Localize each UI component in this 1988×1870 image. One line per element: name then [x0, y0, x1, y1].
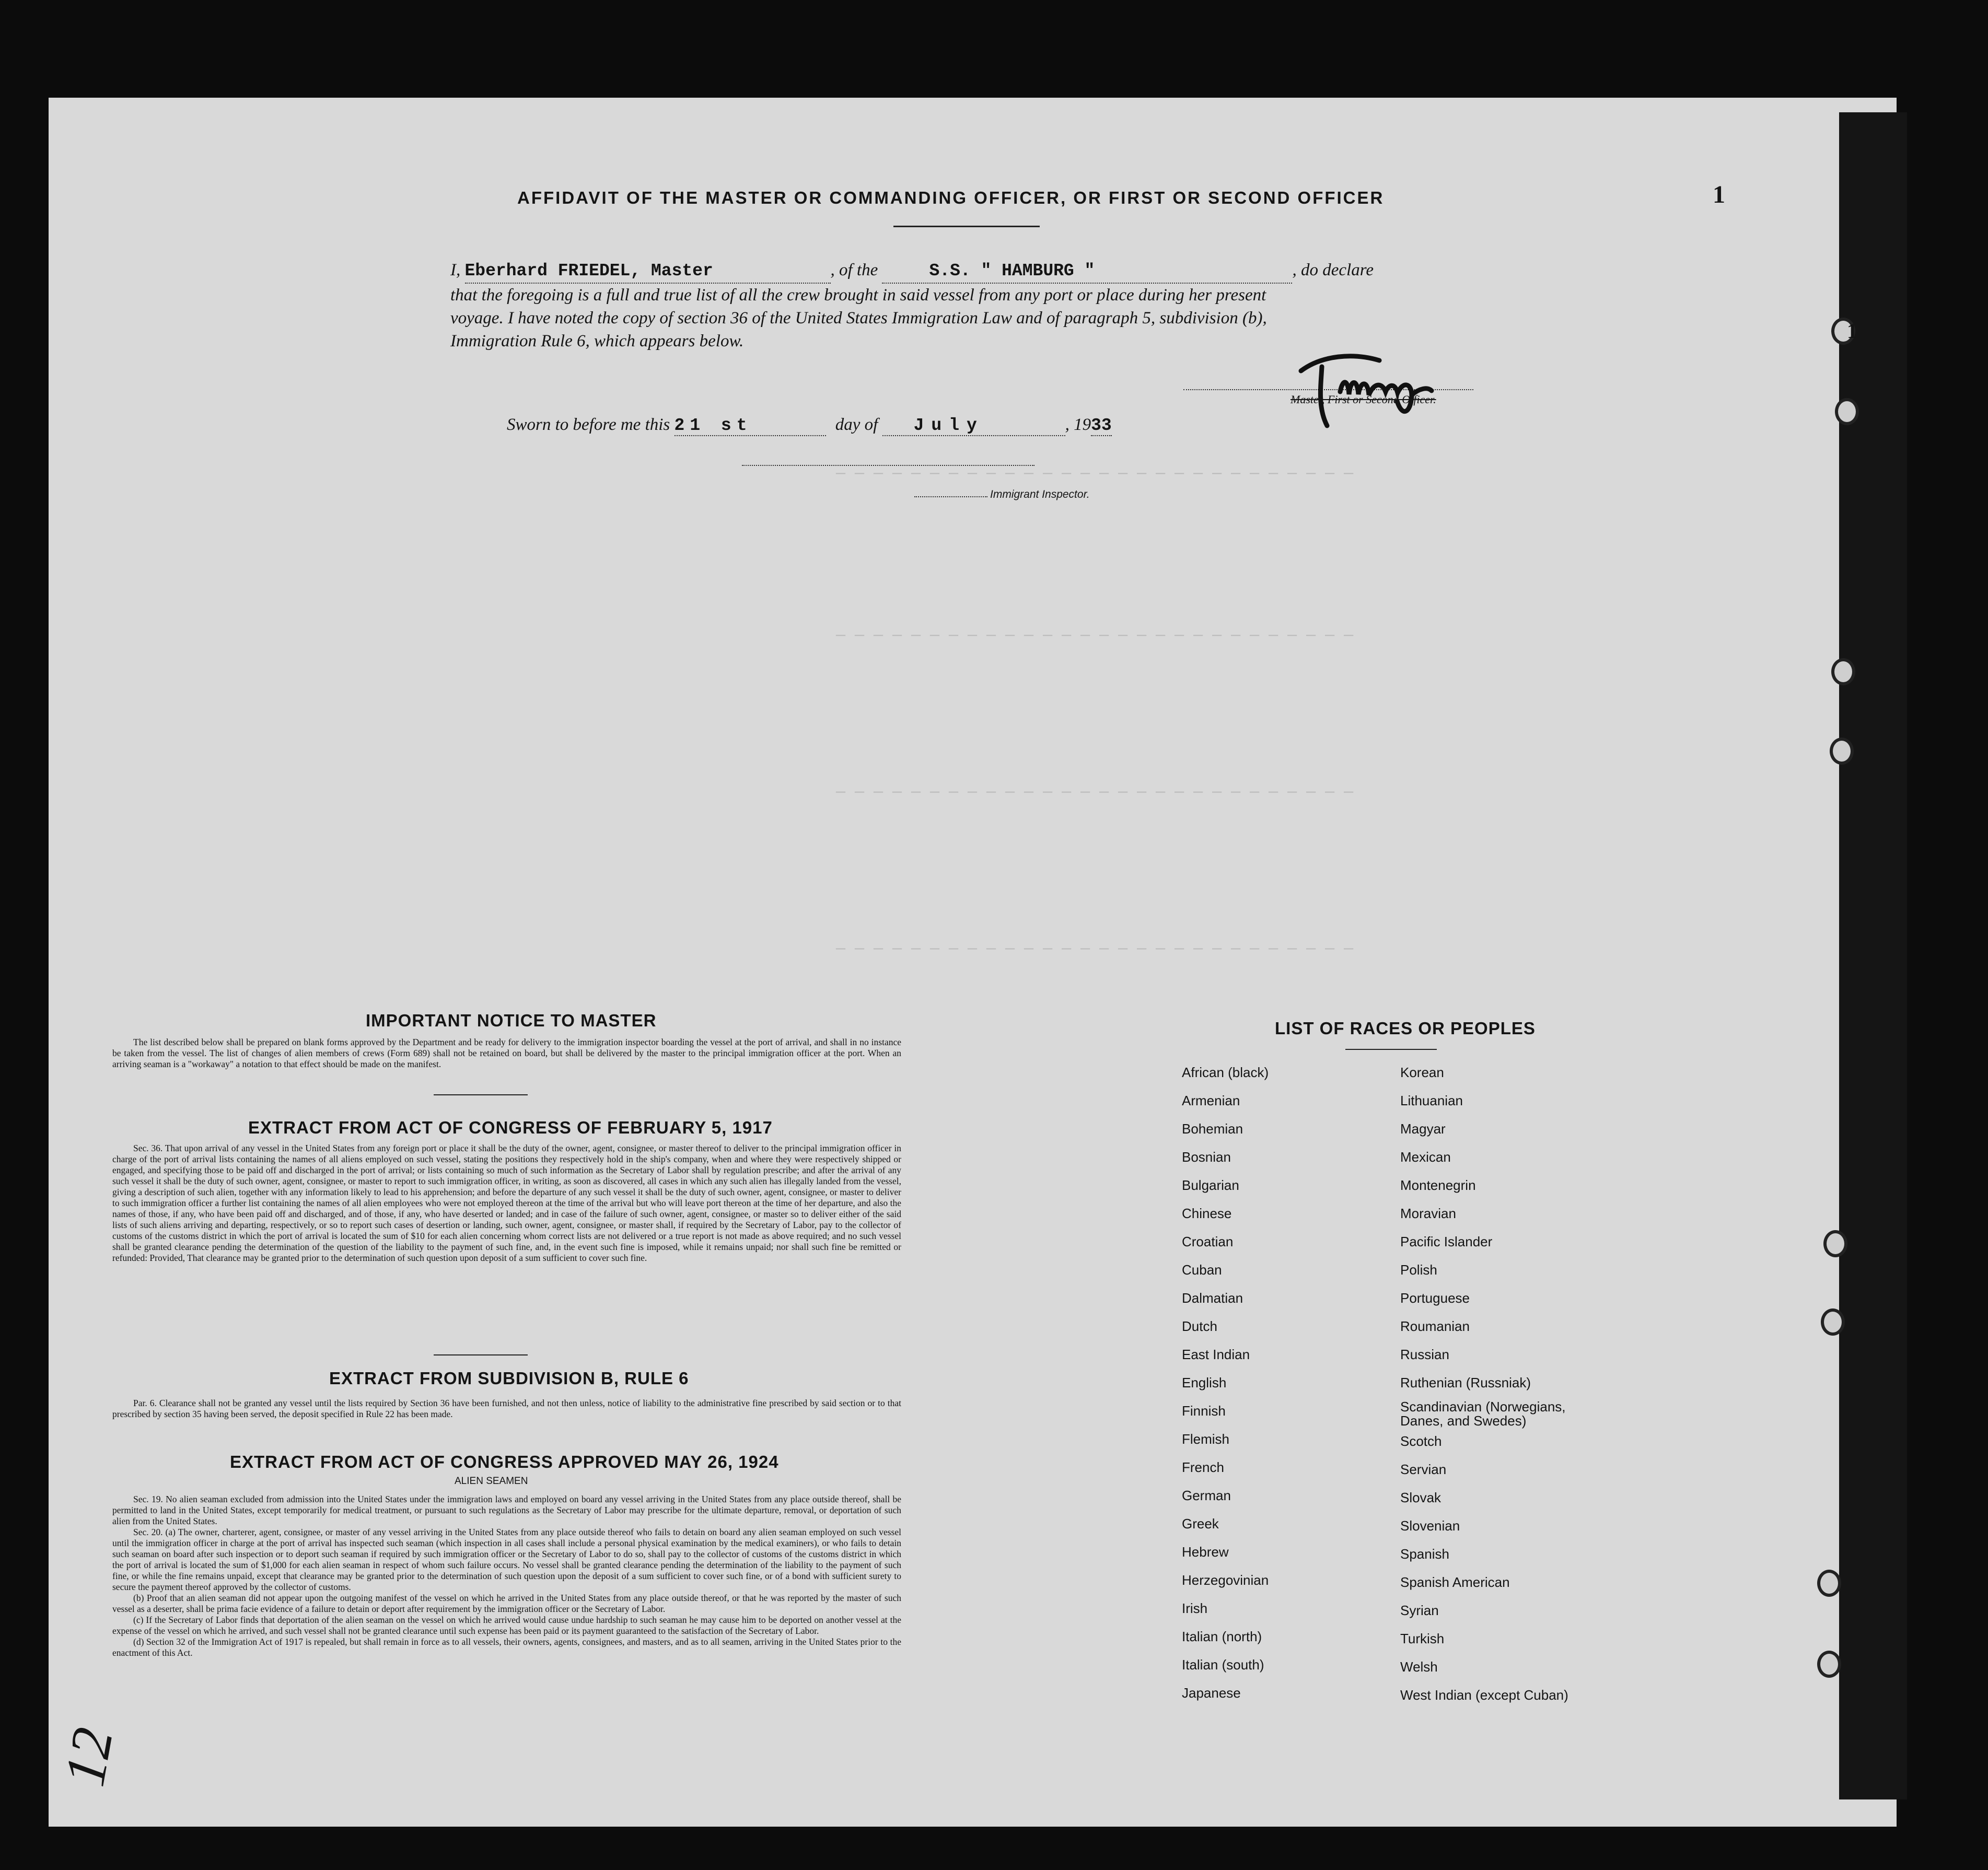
race-item: Croatian [1182, 1234, 1234, 1249]
affidavit-line-4: Immigration Rule 6, which appears below. [450, 332, 744, 350]
section-20d-paragraph: (d) Section 32 of the Immigration Act of 1917 is repealed, but shall remain in force as to all vessels, their owners, agents, consignees, and masters, and as to all seamen, arriving in the United States prior to the enactment of this Act. [112, 1637, 901, 1658]
races-title-rule [1345, 1049, 1437, 1050]
alien-seamen-subtitle: ALIEN SEAMEN [455, 1476, 528, 1487]
race-item: Armenian [1182, 1093, 1240, 1108]
section-36-paragraph: Sec. 36. That upon arrival of any vessel in the United States from any foreign port or place it shall be the duty of the owner, agent, consignee, or master thereof to deliver to the principal immigration officer in charge of the port of arrival lists containing the names of all aliens employed on such vessel, stating the positions they respectively hold in the ship's company, when and where they were respectively shipped or engaged, and specifying those to be paid off and discharged in the port of arrival; or lists containing so much of such information as the Secretary of Labor shall by regulation prescribe; and after the arrival of any such vessel it shall be the duty of such owner, agent, consignee, or master to report to such immigration officer, in writing, as soon as discovered, all cases in which any such alien has illegally landed from the vessel, giving a description of such alien, together with any information likely to lead to his apprehension; and before the departure of any such vessel it shall be the duty of such owner, agent, consignee, or master to deliver to such immigration officer a further list containing the names of all alien employees who were not employed thereon at the time of the arrival but who will leave port thereon at the time of her departure, and also the names of those, if any, who have been paid off and discharged, and of those, if any, who have deserted or landed; and in case of the failure of such owner, agent, consignee, or master so to deliver either of the said lists of such aliens arriving and departing, respectively, or so to report such cases of desertion or landing, such owner, agent, consignee, or master shall, if required by the Secretary of Labor, pay to the collector of customs of the customs district in which the port of arrival is located the sum of $10 for each alien concerning whom correct lists are not delivered or a true report is not made as above required; and no such vessel shall be granted clearance pending the determination of the question of the liability to the payment of such fine, and, in the event such fine is imposed, while it remains unpaid; nor shall such fine be remitted or refunded: Provided, That clearance may be granted prior to the determination of such question upon deposit of a sum sufficient to cover such fine. [112, 1143, 901, 1263]
race-item: Russian [1400, 1347, 1449, 1362]
race-item: Turkish [1400, 1631, 1445, 1646]
extract-1917-text [112, 1143, 901, 1264]
binder-hole-icon [1817, 1570, 1841, 1597]
sworn-day-value: 21 st [674, 416, 752, 435]
race-item: African (black) [1182, 1065, 1269, 1080]
binder-hole-icon [1835, 398, 1859, 425]
race-item: Spanish American [1400, 1574, 1510, 1590]
paragraph-6: Par. 6. Clearance shall not be granted any vessel until the lists required by Section 36 have been furnished, and not then unless, notice of liability to the administrative fine prescribed by said section or to that prescribed by section 35 having been served, the deposit specified in Rule 22 has been made. [112, 1398, 901, 1419]
section-20c-paragraph: (c) If the Secretary of Labor finds that deportation of the alien seaman on the vessel on which he arrived would cause undue hardship to such seaman he may cause him to be deported on another vessel at the expense of the vessel on which he arrived, and such vessel shall not be granted clearance until such expense has been paid or its payment guaranteed to the satisfaction of the Secretary of Labor. [112, 1615, 901, 1636]
race-item: Pacific Islander [1400, 1234, 1493, 1249]
handwritten-margin-mark: 12 [52, 1723, 125, 1791]
race-item: Finnish [1182, 1403, 1226, 1419]
notice-text [112, 1037, 901, 1070]
race-item: Italian (south) [1182, 1657, 1264, 1673]
binder-hole-icon [1831, 658, 1855, 685]
bleed-through-text: — — — — — — — — — — — — — — — — — — — — — — — — — — — — [836, 940, 1354, 958]
race-item: West Indian (except Cuban) [1400, 1687, 1568, 1703]
race-item: German [1182, 1488, 1231, 1503]
race-item: Herzegovinian [1182, 1572, 1269, 1588]
races-title: LIST OF RACES OR PEOPLES [1275, 1019, 1536, 1038]
master-signature [1291, 334, 1468, 434]
section-19-paragraph: Sec. 19. No alien seaman excluded from admission into the United States under the immigration laws and employed on board any vessel arriving in the United States from any place outside thereof, shall be permitted to land in the United States, except temporarily for medical treatment, or pursuant to such regulations as the Secretary of Labor may prescribe for the ultimate departure, removal, or deportation of such alien from the United States. [112, 1494, 901, 1526]
race-item: Syrian [1400, 1603, 1439, 1618]
race-item: Ruthenian (Russniak) [1400, 1375, 1531, 1390]
year-prefix: , 19 [1065, 415, 1091, 434]
race-item: Magyar [1400, 1121, 1446, 1137]
sworn-year-field [1091, 415, 1112, 436]
affidavit-line-3: voyage. I have noted the copy of section 36 of the United States Immigration Law and of paragraph 5, subdivision (b), [450, 309, 1267, 328]
day-of-text: day of [835, 415, 878, 434]
race-item: Korean [1400, 1065, 1444, 1080]
signature-caption: Master, First or Second Officer. [1291, 393, 1436, 406]
section-20b-paragraph: (b) Proof that an alien seaman did not appear upon the outgoing manifest of the vessel on which he arrived in the United States from any place outside thereof, or that he was reported by the master of such vessel as a deserter, shall be prima facie evidence of a failure to detain or deport after requirement by the immigration officer or the Secretary of Labor. [112, 1593, 901, 1614]
extract-1917-title: EXTRACT FROM ACT OF CONGRESS OF FEBRUARY 5, 1917 [248, 1118, 773, 1137]
race-item: Roumanian [1400, 1318, 1470, 1334]
sworn-line [507, 415, 1112, 436]
affidavit-title: AFFIDAVIT OF THE MASTER OR COMMANDING OFFICER, OR FIRST OR SECOND OFFICER [517, 188, 1385, 207]
extract-1924-text [112, 1494, 901, 1658]
rule-6-text [112, 1398, 901, 1420]
sworn-month-value: July [913, 416, 984, 435]
inspector-caption: Immigrant Inspector. [990, 488, 1090, 500]
affidavit-line-1 [450, 259, 1474, 284]
section-rule [434, 1094, 528, 1095]
margin-tick: 1 [1847, 319, 1857, 343]
do-declare-text: , do declare [1292, 261, 1374, 279]
bleed-through-text: — — — — — — — — — — — — — — — — — — — — — — — — — — — — [836, 627, 1354, 645]
race-item: Greek [1182, 1516, 1219, 1532]
race-item: Chinese [1182, 1206, 1232, 1221]
race-item: Moravian [1400, 1206, 1456, 1221]
inspector-caption-line [914, 491, 987, 497]
section-rule [434, 1354, 528, 1355]
race-item: Flemish [1182, 1431, 1230, 1447]
title-rule [893, 226, 1040, 227]
race-item: Scotch [1400, 1433, 1442, 1449]
race-item: Irish [1182, 1600, 1208, 1616]
rule-6-title: EXTRACT FROM SUBDIVISION B, RULE 6 [329, 1369, 689, 1388]
race-item: Lithuanian [1400, 1093, 1463, 1108]
sworn-prefix: Sworn to before me this [507, 415, 670, 434]
race-item: Spanish [1400, 1546, 1449, 1562]
declarant-prefix: I, [450, 261, 461, 279]
race-item: Bosnian [1182, 1149, 1231, 1165]
race-item: Japanese [1182, 1685, 1241, 1701]
master-name-value: Eberhard FRIEDEL, Master [464, 261, 713, 280]
affidavit-line-2: that the foregoing is a full and true list of all the crew brought in said vessel from any port or place during her present [450, 286, 1266, 305]
race-item: Slovak [1400, 1490, 1441, 1505]
race-item: Scandinavian (Norwegians, Danes, and Swedes) [1400, 1399, 1566, 1429]
race-item: Hebrew [1182, 1544, 1229, 1560]
bleed-through-text: — — — — — — — — — — — — — — — — — — — — — — — — — — — — [836, 465, 1354, 483]
facing-page-edge [1839, 112, 1907, 1799]
sworn-year-value: 33 [1091, 416, 1112, 435]
race-item: Bulgarian [1182, 1177, 1239, 1193]
race-item: Bohemian [1182, 1121, 1243, 1137]
race-item: Dalmatian [1182, 1290, 1243, 1306]
race-item: English [1182, 1375, 1227, 1390]
race-item: Italian (north) [1182, 1629, 1262, 1644]
race-item: Cuban [1182, 1262, 1222, 1278]
sworn-month-field [882, 415, 1065, 436]
binder-hole-icon [1817, 1651, 1841, 1678]
notice-paragraph: The list described below shall be prepared on blank forms approved by the Department and be ready for delivery to the immigration inspector boarding the vessel at the port of arrival, and shall in no instance be taken from the vessel. The list of changes of alien members of crews (Form 689) shall not be retained on board, but shall be delivered by the master to the principal immigration officer at the port. When an arriving seaman is a "workaway" a notation to that effect should be made on the manifest. [112, 1037, 901, 1069]
corner-mark: 1 [1713, 181, 1725, 208]
race-item: Welsh [1400, 1659, 1438, 1675]
race-item: Servian [1400, 1462, 1447, 1477]
binder-hole-icon [1823, 1230, 1847, 1257]
bleed-through-text: — — — — — — — — — — — — — — — — — — — — — — — — — — — — [836, 784, 1354, 801]
master-name-field [465, 259, 831, 284]
section-20a-paragraph: Sec. 20. (a) The owner, charterer, agent, consignee, or master of any vessel arriving in the United States from any place outside thereof who fails to detain on board any alien seaman employed on such vessel until the immigration officer in charge at the port of arrival has inspected such seaman (which inspection in all cases shall include a personal physical examination by the medical examiners), or who fails to detain such seaman on board after such inspection or to deport such seaman if required by such immigration officer or the Secretary of Labor to do so, shall pay to the collector of customs of the customs district in which the port of arrival is located the sum of $1,000 for each alien seaman in respect of whom such failure occurs. No vessel shall be granted clearance pending the determination of the liability to the payment of such fine, or while the fine remains unpaid, except that clearance may be granted prior to the determination of such question upon the deposit of a sum sufficient to cover such fine, or of a bond with sufficient surety to secure the payment thereof approved by the collector of customs. [112, 1527, 901, 1592]
race-item: Slovenian [1400, 1518, 1460, 1534]
race-item: Polish [1400, 1262, 1437, 1278]
binder-hole-icon [1821, 1308, 1845, 1336]
of-the-text: , of the [830, 261, 878, 279]
race-item: Portuguese [1400, 1290, 1470, 1306]
sworn-day-field [675, 415, 826, 436]
race-item: Montenegrin [1400, 1177, 1476, 1193]
notice-title: IMPORTANT NOTICE TO MASTER [366, 1011, 657, 1030]
race-item: Mexican [1400, 1149, 1451, 1165]
race-item: Dutch [1182, 1318, 1217, 1334]
inspector-signature-line [742, 460, 1034, 466]
race-item: East Indian [1182, 1347, 1250, 1362]
race-item: French [1182, 1459, 1224, 1475]
vessel-value: S.S. " HAMBURG " [929, 261, 1095, 280]
binder-hole-icon [1830, 738, 1854, 765]
vessel-field [882, 259, 1292, 284]
extract-1924-title: EXTRACT FROM ACT OF CONGRESS APPROVED MAY 26, 1924 [230, 1452, 779, 1471]
